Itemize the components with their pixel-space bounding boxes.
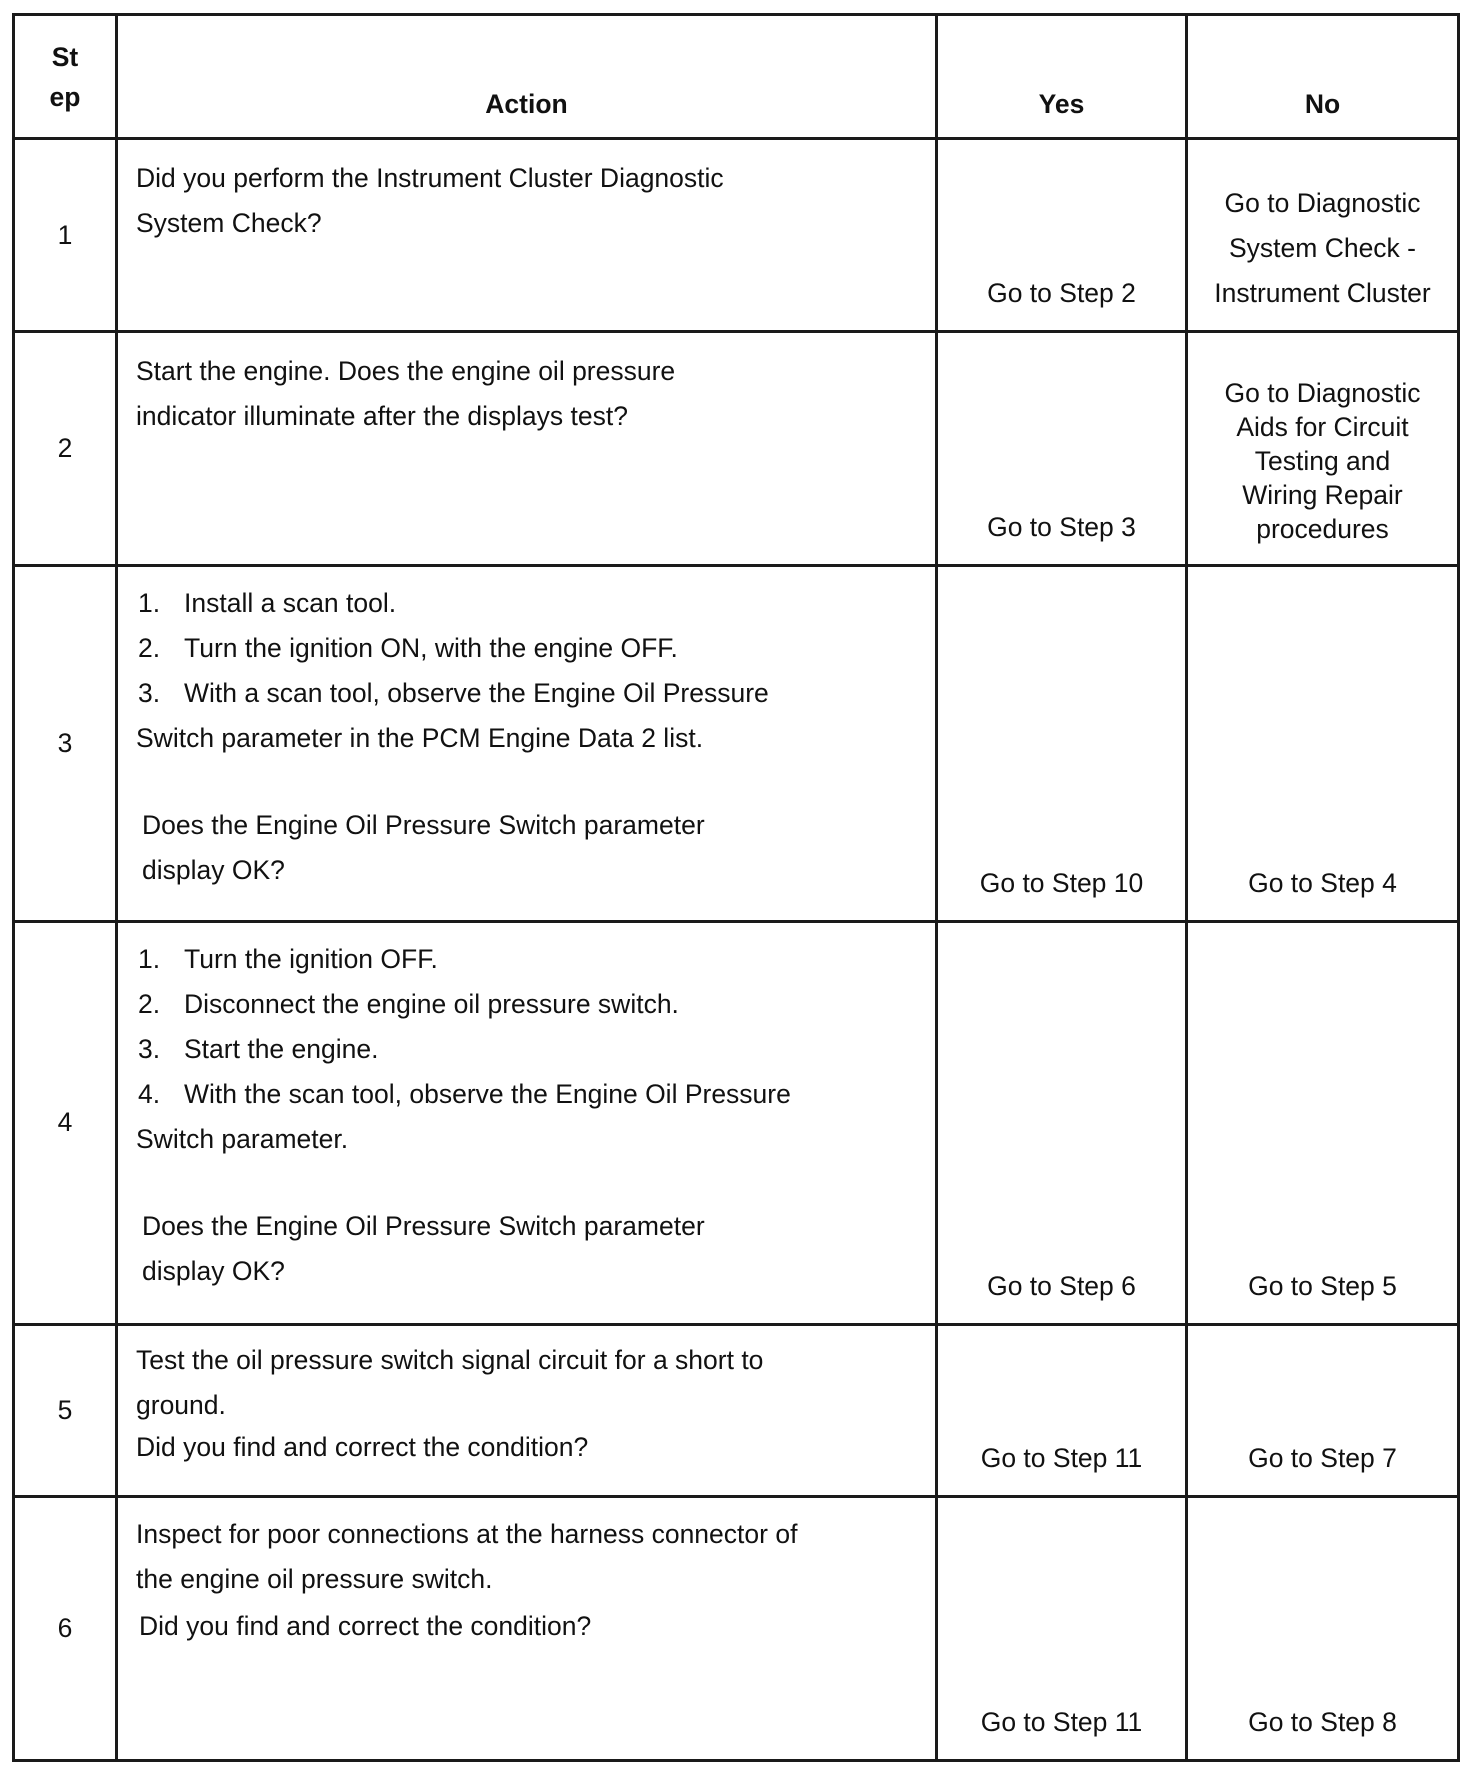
action-text	[117, 1324, 937, 1496]
step-number: 3	[14, 565, 117, 921]
list-item-text: Turn the ignition OFF.	[184, 943, 438, 974]
no-link[interactable]: Go to Step 5	[1187, 921, 1459, 1324]
yes-link[interactable]: Go to Step 2	[937, 139, 1187, 332]
question-text: Does the Engine Oil Pressure Switch parameter display OK?	[142, 809, 705, 885]
step-number: 2	[14, 332, 117, 566]
list-item-text: With the scan tool, observe the Engine Oil Pressure Switch parameter.	[136, 1078, 791, 1154]
no-link-label: Go to Diagnostic System Check - Instrument Cluster	[1214, 188, 1431, 309]
list-item-text: Install a scan tool.	[184, 587, 397, 618]
step-number: 4	[14, 921, 117, 1324]
table-row	[14, 332, 1459, 566]
list-item: 2. Disconnect the engine oil pressure switch.	[138, 988, 679, 1019]
list-item-text: Turn the ignition ON, with the engine OFF.	[184, 632, 678, 663]
action-text	[117, 1496, 937, 1760]
action-text	[117, 332, 937, 566]
table-row	[14, 565, 1459, 921]
list-item-text: Disconnect the engine oil pressure switch.	[184, 988, 679, 1019]
yes-link[interactable]: Go to Step 3	[937, 332, 1187, 566]
yes-link[interactable]: Go to Step 11	[937, 1324, 1187, 1496]
table-header-row	[14, 15, 1459, 139]
list-item: 4. With the scan tool, observe the Engine Oil Pressure Switch parameter.	[136, 1078, 791, 1154]
step-number: 6	[14, 1496, 117, 1760]
yes-link[interactable]: Go to Step 6	[937, 921, 1187, 1324]
list-item: 3. With a scan tool, observe the Engine Oil Pressure Switch parameter in the PCM Engine Data 2 list.	[136, 677, 769, 753]
list-item-text: With a scan tool, observe the Engine Oil Pressure Switch parameter in the PCM Engine Data 2 list.	[136, 677, 769, 753]
header-action: Action	[117, 15, 937, 139]
action-text	[117, 921, 937, 1324]
list-item: 2. Turn the ignition ON, with the engine OFF.	[138, 632, 678, 663]
no-link[interactable]: Go to Step 7	[1187, 1324, 1459, 1496]
action-paragraph: Inspect for poor connections at the harness connector of the engine oil pressure switch.	[136, 1518, 798, 1594]
no-link[interactable]	[1187, 139, 1459, 332]
no-link-label: Go to Diagnostic Aids for Circuit Testing and Wiring Repair procedures	[1224, 377, 1421, 544]
no-link[interactable]: Go to Step 8	[1187, 1496, 1459, 1760]
table-row	[14, 139, 1459, 332]
header-no: No	[1187, 15, 1459, 139]
table-row	[14, 921, 1459, 1324]
step-number: 1	[14, 139, 117, 332]
diagnostic-table	[12, 13, 1460, 1762]
list-item-text: Start the engine.	[184, 1033, 379, 1064]
header-yes: Yes	[937, 15, 1187, 139]
table-row	[14, 1324, 1459, 1496]
yes-link[interactable]: Go to Step 10	[937, 565, 1187, 921]
no-link[interactable]: Go to Step 4	[1187, 565, 1459, 921]
table-row	[14, 1496, 1459, 1760]
no-link[interactable]	[1187, 332, 1459, 566]
action-paragraph: Test the oil pressure switch signal circuit for a short to ground.	[136, 1344, 764, 1420]
question-text: Did you find and correct the condition?	[136, 1431, 589, 1462]
list-item: 1. Install a scan tool.	[138, 587, 397, 618]
action-paragraph: Did you perform the Instrument Cluster Diagnostic System Check?	[136, 163, 724, 238]
action-paragraph: Start the engine. Does the engine oil pressure indicator illuminate after the displays test?	[136, 356, 676, 432]
header-step	[14, 15, 117, 139]
action-text	[117, 139, 937, 332]
question-text: Did you find and correct the condition?	[139, 1610, 592, 1641]
step-number: 5	[14, 1324, 117, 1496]
list-item: 1. Turn the ignition OFF.	[138, 943, 438, 974]
header-step-label: St ep	[49, 41, 81, 112]
question-text: Does the Engine Oil Pressure Switch parameter display OK?	[142, 1210, 705, 1286]
action-text	[117, 565, 937, 921]
yes-link[interactable]: Go to Step 11	[937, 1496, 1187, 1760]
list-item: 3. Start the engine.	[138, 1033, 379, 1064]
